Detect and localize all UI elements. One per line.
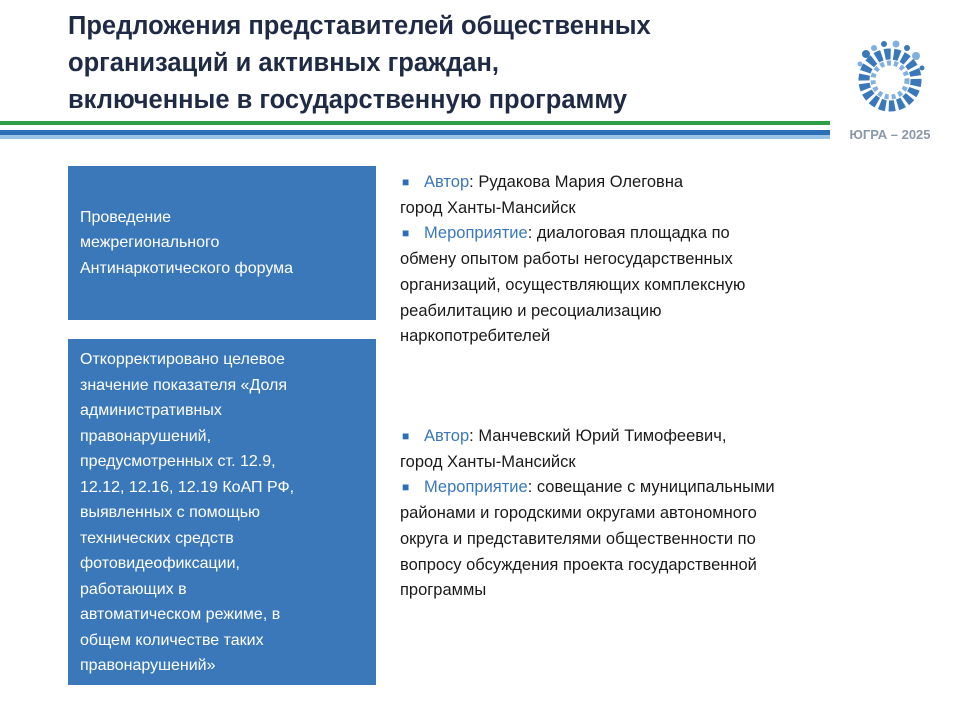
page-title [68, 8, 768, 119]
title-line: организаций и активных граждан, [68, 49, 499, 77]
event-text-line: реабилитацию и ресоциализацию [400, 301, 662, 320]
square-bullet-icon: ■ [402, 226, 410, 241]
proposal-text-line: выявленных с помощью [80, 504, 261, 521]
author-line [400, 424, 850, 450]
event-text-line: наркопотребителей [400, 327, 551, 346]
light-blue-stripe [0, 135, 830, 139]
event-label: Мероприятие [424, 224, 528, 243]
proposal-text-line: работающих в [80, 580, 187, 598]
event-text-line: обмену опытом работы негосударственных [400, 250, 733, 269]
event-text-line: программы [400, 581, 487, 600]
event-text-line: округа и представителями общественности по [400, 529, 756, 548]
square-bullet-icon: ■ [402, 175, 410, 189]
colon: : [527, 478, 537, 497]
proposal-text-line: технических средств [80, 529, 234, 547]
event-text: диалоговая площадка по [536, 224, 730, 243]
author-label: Автор [424, 427, 470, 445]
author-name: Рудакова Мария Олеговна [478, 173, 684, 191]
proposal-text-line: Антинаркотического форума [80, 259, 294, 277]
proposal-box [68, 166, 376, 320]
author-line [400, 170, 850, 196]
proposal-text-line: правонарушений, [80, 427, 212, 445]
colon: : [527, 224, 537, 243]
event-label: Мероприятие [424, 478, 528, 497]
author-city: город Ханты-Мансийск [400, 452, 576, 471]
header-divider [0, 121, 830, 139]
yugra-logo-icon [852, 40, 928, 116]
author-label: Автор [424, 173, 470, 191]
proposal-text-line: Проведение [80, 208, 172, 226]
proposal-text-line: фотовидеофиксации, [80, 555, 240, 572]
proposal-text-line: 12.12, 12.16, 12.19 КоАП РФ, [80, 478, 295, 496]
proposal-text-line: общем количестве таких [80, 631, 264, 649]
proposal-box [68, 339, 376, 685]
title-line: Предложения представителей общественных [68, 12, 651, 40]
event-text: совещание с муниципальными [536, 478, 775, 497]
proposal-text-line: предусмотренных ст. 12.9, [80, 453, 276, 470]
event-line [400, 221, 850, 247]
event-text-line: районами и городскими округами автономного [400, 504, 757, 523]
proposal-text-line: правонарушений» [80, 657, 216, 674]
event-line [400, 475, 850, 501]
event-text-line: вопросу обсуждения проекта государственной [400, 555, 757, 574]
title-line: включенные в государственную программу [68, 86, 628, 114]
logo-caption: ЮГРА – 2025 [849, 127, 931, 142]
proposal-text-line: Откорректировано целевое [80, 351, 285, 368]
square-bullet-icon: ■ [402, 480, 410, 495]
author-name: Манчевский Юрий Тимофеевич, [478, 427, 727, 445]
proposal-details [400, 424, 850, 604]
colon: : [469, 173, 479, 191]
proposal-text-line: межрегионального [80, 234, 220, 252]
author-city: город Ханты-Мансийск [400, 198, 576, 217]
event-text-line: организаций, осуществляющих комплексную [400, 275, 746, 294]
proposal-text-line: автоматическом режиме, в [80, 606, 281, 623]
proposal-text-line: значение показателя «Доля [80, 376, 288, 394]
square-bullet-icon: ■ [402, 429, 410, 443]
proposal-box-text [80, 205, 293, 282]
proposal-text-line: административных [80, 402, 222, 419]
proposal-details [400, 170, 850, 350]
colon: : [469, 427, 479, 445]
